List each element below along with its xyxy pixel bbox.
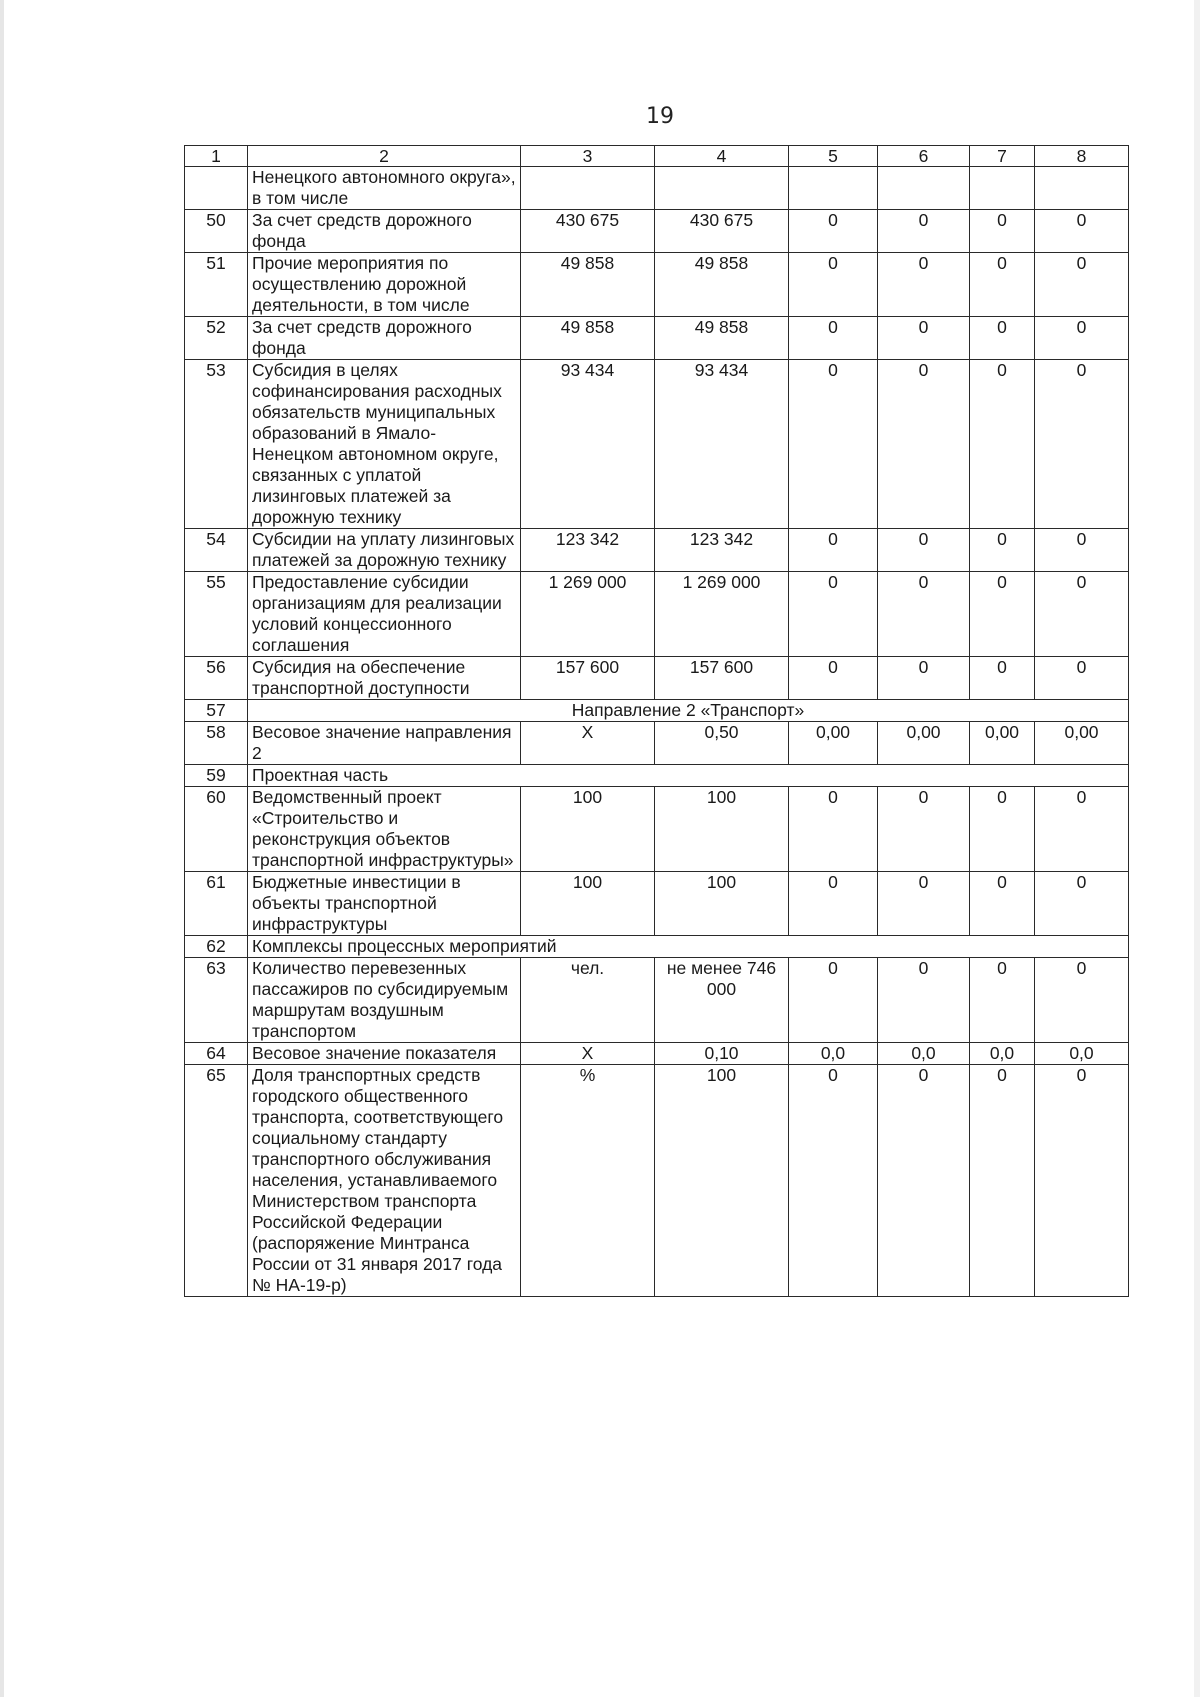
header-cell: 6 xyxy=(878,146,970,167)
value-c5: 0 xyxy=(789,529,878,572)
value-c5: 0 xyxy=(789,572,878,657)
value-c7: 0 xyxy=(970,210,1035,253)
value-c4: 0,10 xyxy=(655,1043,789,1065)
row-number: 51 xyxy=(185,253,248,317)
value-c5: 0 xyxy=(789,1065,878,1297)
value-c5: 0 xyxy=(789,787,878,872)
value-c6: 0 xyxy=(878,253,970,317)
row-number: 50 xyxy=(185,210,248,253)
indicator-name: Доля транспортных средств городского общественного транспорта, соответствующего социальному стандарту транспортного обслуживания населения, устанавливаемого Министерством транспорта Российской Федерации (распоряжение Минтранса России от 31 января 2017 года № НА-19-р) xyxy=(248,1065,521,1297)
value-c7: 0 xyxy=(970,317,1035,360)
row-number: 52 xyxy=(185,317,248,360)
indicator-name: Прочие мероприятия по осуществлению дорожной деятельности, в том числе xyxy=(248,253,521,317)
indicator-name: Субсидия на обеспечение транспортной доступности xyxy=(248,657,521,700)
value-c6: 0 xyxy=(878,787,970,872)
value-c4: 1 269 000 xyxy=(655,572,789,657)
value-c6: 0 xyxy=(878,657,970,700)
row-number: 63 xyxy=(185,958,248,1043)
value-c7: 0,00 xyxy=(970,722,1035,765)
value-c8: 0 xyxy=(1035,317,1129,360)
value-c8: 0 xyxy=(1035,572,1129,657)
value-c6: 0 xyxy=(878,529,970,572)
indicator-name: За счет средств дорожного фонда xyxy=(248,210,521,253)
value-c7: 0 xyxy=(970,872,1035,936)
value-c5: 0 xyxy=(789,253,878,317)
value-c3: 49 858 xyxy=(521,253,655,317)
value-c6 xyxy=(878,167,970,210)
table-row xyxy=(185,872,1129,936)
indicator-name: Весовое значение направления 2 xyxy=(248,722,521,765)
row-number: 60 xyxy=(185,787,248,872)
section-heading: Комплексы процессных мероприятий xyxy=(248,936,1129,958)
value-c6: 0 xyxy=(878,1065,970,1297)
indicator-name: Субсидия в целях софинансирования расходных обязательств муниципальных образований в Ямало-Ненецком автономном округе, связанных с уплатой лизинговых платежей за дорожную технику xyxy=(248,360,521,529)
value-c5: 0 xyxy=(789,872,878,936)
value-c4: 123 342 xyxy=(655,529,789,572)
value-c4: 100 xyxy=(655,872,789,936)
value-c7 xyxy=(970,167,1035,210)
table-row xyxy=(185,317,1129,360)
value-c5: 0 xyxy=(789,210,878,253)
value-c6: 0 xyxy=(878,210,970,253)
value-c8: 0,0 xyxy=(1035,1043,1129,1065)
value-c6: 0 xyxy=(878,872,970,936)
value-c4: 49 858 xyxy=(655,317,789,360)
row-number: 61 xyxy=(185,872,248,936)
indicator-table xyxy=(184,145,1129,1297)
scan-edge-right xyxy=(1194,0,1200,1697)
value-c4: 0,50 xyxy=(655,722,789,765)
table-header-row xyxy=(185,146,1129,167)
value-c8: 0 xyxy=(1035,872,1129,936)
header-cell: 7 xyxy=(970,146,1035,167)
value-c4: 430 675 xyxy=(655,210,789,253)
value-c4: 100 xyxy=(655,787,789,872)
row-number: 55 xyxy=(185,572,248,657)
value-c8 xyxy=(1035,167,1129,210)
row-number: 57 xyxy=(185,700,248,722)
value-c8: 0 xyxy=(1035,657,1129,700)
table-row xyxy=(185,700,1129,722)
table-body xyxy=(185,146,1129,1297)
indicator-name: Предоставление субсидии организациям для реализации условий концессионного соглашения xyxy=(248,572,521,657)
value-c5: 0 xyxy=(789,657,878,700)
value-c3: 430 675 xyxy=(521,210,655,253)
value-c7: 0 xyxy=(970,360,1035,529)
value-c3: 100 xyxy=(521,872,655,936)
value-c4: не менее 746 000 xyxy=(655,958,789,1043)
value-c4: 49 858 xyxy=(655,253,789,317)
value-c5: 0 xyxy=(789,317,878,360)
table-row xyxy=(185,1043,1129,1065)
value-c3: 123 342 xyxy=(521,529,655,572)
value-c3: чел. xyxy=(521,958,655,1043)
value-c6: 0,0 xyxy=(878,1043,970,1065)
value-c4: 100 xyxy=(655,1065,789,1297)
table-row xyxy=(185,722,1129,765)
table-row xyxy=(185,253,1129,317)
value-c3: 93 434 xyxy=(521,360,655,529)
value-c8: 0 xyxy=(1035,210,1129,253)
value-c7: 0 xyxy=(970,657,1035,700)
table-row xyxy=(185,765,1129,787)
table-row xyxy=(185,936,1129,958)
value-c7: 0 xyxy=(970,572,1035,657)
indicator-name: Бюджетные инвестиции в объекты транспортной инфраструктуры xyxy=(248,872,521,936)
section-heading: Проектная часть xyxy=(248,765,1129,787)
value-c5: 0,0 xyxy=(789,1043,878,1065)
header-cell: 2 xyxy=(248,146,521,167)
value-c7: 0 xyxy=(970,787,1035,872)
value-c6: 0 xyxy=(878,572,970,657)
table-row xyxy=(185,657,1129,700)
value-c6: 0,00 xyxy=(878,722,970,765)
section-heading: Направление 2 «Транспорт» xyxy=(248,700,1129,722)
table-row xyxy=(185,360,1129,529)
value-c6: 0 xyxy=(878,317,970,360)
row-number: 62 xyxy=(185,936,248,958)
value-c3: 157 600 xyxy=(521,657,655,700)
value-c4: 157 600 xyxy=(655,657,789,700)
indicator-name: За счет средств дорожного фонда xyxy=(248,317,521,360)
row-number: 59 xyxy=(185,765,248,787)
value-c7: 0 xyxy=(970,1065,1035,1297)
table-row xyxy=(185,167,1129,210)
indicator-name: Ведомственный проект «Строительство и реконструкция объектов транспортной инфраструктуры» xyxy=(248,787,521,872)
table-row xyxy=(185,529,1129,572)
value-c7: 0,0 xyxy=(970,1043,1035,1065)
indicator-name: Субсидии на уплату лизинговых платежей за дорожную технику xyxy=(248,529,521,572)
row-number: 54 xyxy=(185,529,248,572)
value-c5: 0 xyxy=(789,958,878,1043)
value-c3: X xyxy=(521,1043,655,1065)
value-c8: 0 xyxy=(1035,253,1129,317)
value-c5: 0,00 xyxy=(789,722,878,765)
value-c7: 0 xyxy=(970,253,1035,317)
header-cell: 3 xyxy=(521,146,655,167)
value-c8: 0 xyxy=(1035,1065,1129,1297)
table-row xyxy=(185,210,1129,253)
value-c4: 93 434 xyxy=(655,360,789,529)
indicator-name: Ненецкого автономного округа», в том числе xyxy=(248,167,521,210)
header-cell: 4 xyxy=(655,146,789,167)
header-cell: 8 xyxy=(1035,146,1129,167)
value-c3: X xyxy=(521,722,655,765)
value-c3: 49 858 xyxy=(521,317,655,360)
page-number: 19 xyxy=(646,104,674,129)
indicator-name: Весовое значение показателя xyxy=(248,1043,521,1065)
value-c3: 100 xyxy=(521,787,655,872)
table-row xyxy=(185,572,1129,657)
row-number: 53 xyxy=(185,360,248,529)
value-c7: 0 xyxy=(970,958,1035,1043)
header-cell: 5 xyxy=(789,146,878,167)
row-number: 65 xyxy=(185,1065,248,1297)
value-c8: 0 xyxy=(1035,360,1129,529)
value-c3: 1 269 000 xyxy=(521,572,655,657)
value-c4 xyxy=(655,167,789,210)
value-c5 xyxy=(789,167,878,210)
value-c5: 0 xyxy=(789,360,878,529)
value-c8: 0,00 xyxy=(1035,722,1129,765)
value-c3 xyxy=(521,167,655,210)
value-c8: 0 xyxy=(1035,958,1129,1043)
table-row xyxy=(185,1065,1129,1297)
value-c3: % xyxy=(521,1065,655,1297)
header-cell: 1 xyxy=(185,146,248,167)
row-number: 58 xyxy=(185,722,248,765)
table-row xyxy=(185,958,1129,1043)
row-number xyxy=(185,167,248,210)
row-number: 64 xyxy=(185,1043,248,1065)
value-c6: 0 xyxy=(878,360,970,529)
value-c6: 0 xyxy=(878,958,970,1043)
row-number: 56 xyxy=(185,657,248,700)
value-c8: 0 xyxy=(1035,529,1129,572)
indicator-name: Количество перевезенных пассажиров по субсидируемым маршрутам воздушным транспортом xyxy=(248,958,521,1043)
value-c7: 0 xyxy=(970,529,1035,572)
scan-edge-left xyxy=(0,0,4,1697)
value-c8: 0 xyxy=(1035,787,1129,872)
table-row xyxy=(185,787,1129,872)
